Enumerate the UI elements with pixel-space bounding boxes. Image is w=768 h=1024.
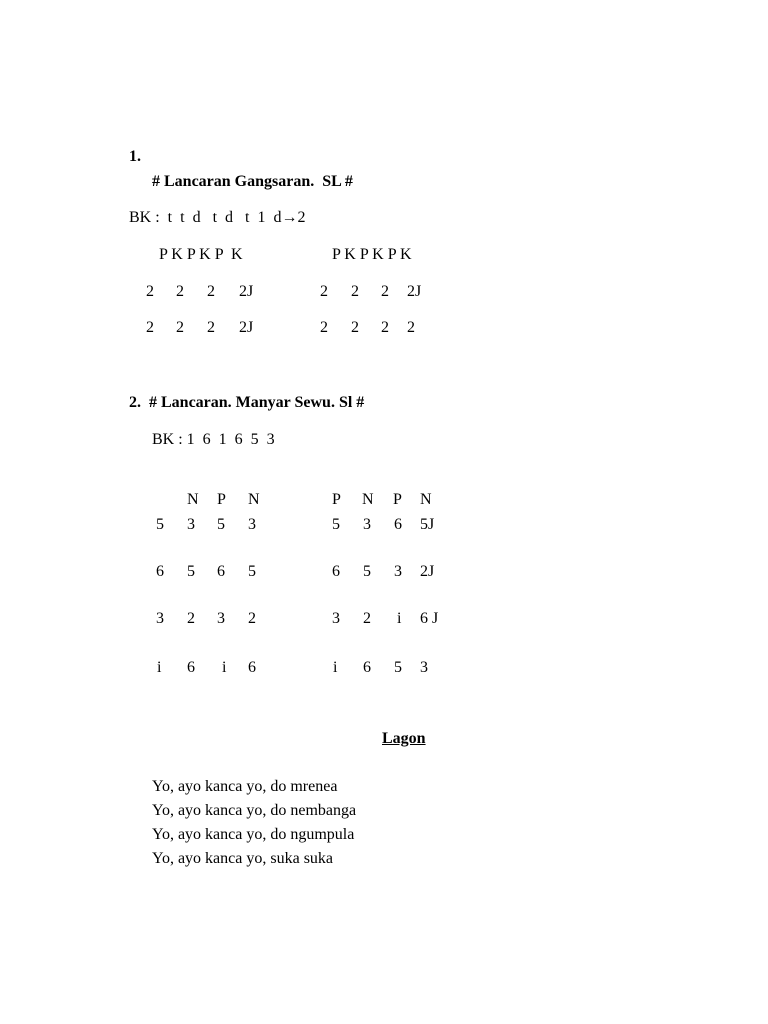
cell: i — [397, 610, 402, 627]
cell: 6 — [394, 516, 402, 533]
header-cell: N — [420, 491, 432, 508]
header-cell: P — [217, 491, 226, 508]
cell: i — [222, 659, 227, 676]
header-cell: P — [332, 491, 341, 508]
cell: i — [157, 659, 162, 676]
cell: 2J — [239, 283, 254, 300]
cell: 5 — [332, 516, 340, 533]
lyric-line: Yo, ayo kanca yo, do nembanga — [152, 802, 357, 819]
section1-number: 1. — [129, 148, 141, 165]
cell: 2 — [207, 319, 215, 336]
cell: 3 — [332, 610, 340, 627]
section1-bk: BK : t t d t d t 1 d→2 — [129, 209, 306, 226]
cell: 6 — [332, 563, 340, 580]
cell: 3 — [248, 516, 256, 533]
cell: 2J — [407, 283, 422, 300]
section2-bk: BK : 1 6 1 6 5 3 — [152, 431, 275, 448]
cell: 6 — [363, 659, 371, 676]
lagon-title: Lagon — [382, 730, 426, 747]
header-cell: N — [362, 491, 374, 508]
cell: 2 — [381, 283, 389, 300]
section1-left-header: P K P K P K — [159, 246, 243, 263]
cell: 5 — [217, 516, 225, 533]
cell: 6 — [187, 659, 195, 676]
cell: i — [333, 659, 338, 676]
cell: 2 — [176, 319, 184, 336]
cell: 5J — [420, 516, 435, 533]
cell: 3 — [217, 610, 225, 627]
cell: 2J — [239, 319, 254, 336]
cell: 6 — [217, 563, 225, 580]
cell: 2 — [146, 283, 154, 300]
cell: 2 — [351, 319, 359, 336]
cell: 2J — [420, 563, 435, 580]
header-cell: N — [248, 491, 260, 508]
cell: 2 — [320, 283, 328, 300]
lyric-line: Yo, ayo kanca yo, do ngumpula — [152, 826, 355, 843]
cell: 6 J — [420, 610, 439, 627]
cell: 6 — [248, 659, 256, 676]
lyric-line: Yo, ayo kanca yo, suka suka — [152, 850, 334, 867]
cell: 5 — [248, 563, 256, 580]
header-cell: P — [393, 491, 402, 508]
cell: 6 — [156, 563, 164, 580]
cell: 5 — [156, 516, 164, 533]
cell: 3 — [420, 659, 428, 676]
cell: 3 — [187, 516, 195, 533]
cell: 5 — [363, 563, 371, 580]
cell: 2 — [248, 610, 256, 627]
cell: 3 — [394, 563, 402, 580]
cell: 5 — [187, 563, 195, 580]
cell: 2 — [320, 319, 328, 336]
section1-title: # Lancaran Gangsaran. SL # — [152, 173, 353, 190]
cell: 2 — [207, 283, 215, 300]
header-cell: N — [187, 491, 199, 508]
section2-title: 2. # Lancaran. Manyar Sewu. Sl # — [129, 394, 365, 411]
section1-right-header: P K P K P K — [332, 246, 412, 263]
lyric-line: Yo, ayo kanca yo, do mrenea — [152, 778, 338, 795]
cell: 2 — [363, 610, 371, 627]
cell: 5 — [394, 659, 402, 676]
cell: 2 — [176, 283, 184, 300]
cell: 3 — [156, 610, 164, 627]
cell: 2 — [351, 283, 359, 300]
cell: 2 — [187, 610, 195, 627]
cell: 2 — [407, 319, 415, 336]
cell: 2 — [381, 319, 389, 336]
cell: 3 — [363, 516, 371, 533]
cell: 2 — [146, 319, 154, 336]
